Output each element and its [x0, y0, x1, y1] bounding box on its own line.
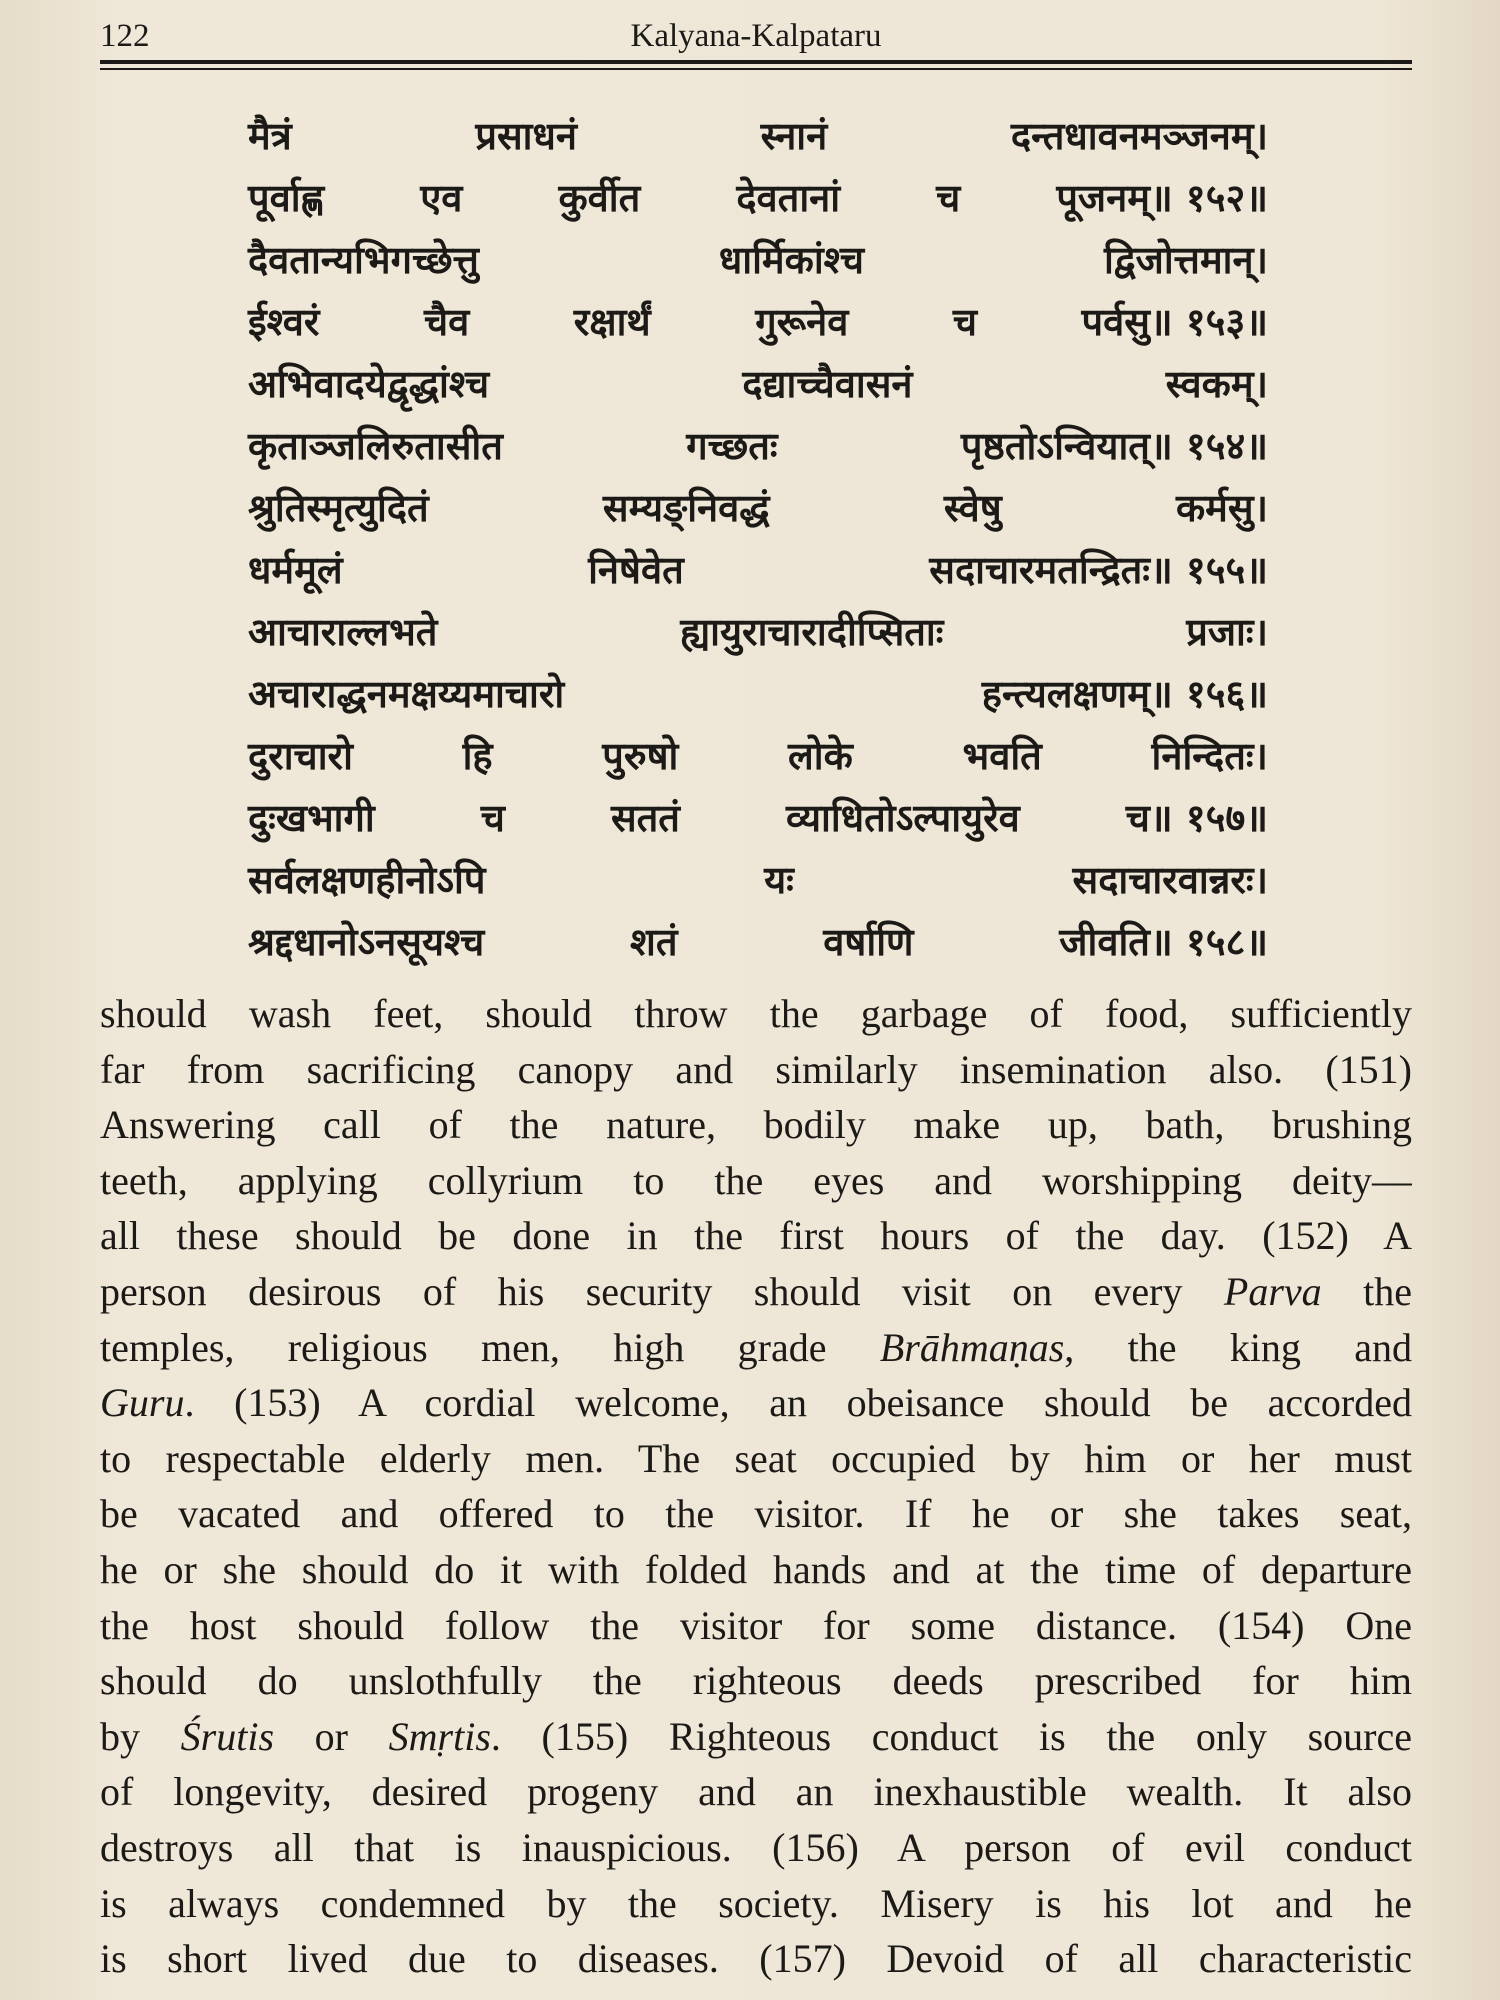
prose-line [100, 1375, 1412, 1431]
italic-term: Parva [1223, 1268, 1322, 1314]
verse-word: आचाराल्लभते [248, 610, 438, 654]
prose-text: should wash feet, should throw the garbage of food, sufficiently [100, 991, 1412, 1036]
verse-word: कर्मसु। [1176, 486, 1268, 530]
verse-word: एव [420, 176, 463, 220]
verse-word: अचाराद्धनमक्षय्यमाचारो [248, 672, 565, 716]
prose-text: is short lived due to diseases. (157) Devoid of all characteristic [100, 1936, 1412, 1982]
italic-term: Śrutis [180, 1713, 275, 1759]
verse-word: लोके [788, 734, 853, 778]
prose-text: be vacated and offered to the visitor. If he or she takes seat, [100, 1491, 1412, 1537]
prose-line [100, 1542, 1412, 1598]
prose-line [100, 1320, 1412, 1376]
prose-text: . (153) A cordial welcome, an obeisance should be accorded [184, 1380, 1412, 1426]
verse-word: स्वेषु [943, 486, 1002, 530]
prose-line [100, 1264, 1412, 1320]
verse-word: जीवति॥ १५८॥ [1059, 920, 1268, 964]
prose-text: by [100, 1713, 181, 1759]
verse-word: सदाचारवान्नरः। [1072, 858, 1268, 902]
verse-word: ईश्वरं [248, 300, 320, 344]
prose-line [100, 986, 1412, 1042]
verse-word: भवति [962, 734, 1042, 778]
verse-word: अभिवादयेद्वृद्धांश्च [248, 362, 490, 406]
prose-text: he or she should do it with folded hands and at the time of departure [100, 1546, 1412, 1592]
verse-word: वर्षाणि [823, 920, 914, 964]
verse-word: पृष्ठतोऽन्वियात्॥ १५४॥ [960, 424, 1268, 468]
verse-word: कुर्वीत [558, 176, 641, 220]
verse-word: द्विजोत्तमान्। [1103, 238, 1268, 282]
verse-line [248, 229, 1268, 291]
verse-line [248, 911, 1268, 973]
verse-word: दन्तधावनमञ्जनम्। [1010, 114, 1268, 158]
prose-text: the host should follow the visitor for some distance. (154) One [100, 1602, 1412, 1648]
page-number: 122 [100, 18, 150, 54]
english-translation [100, 986, 1412, 1987]
verse-word: च॥ १५७॥ [1125, 796, 1268, 840]
verse-word: ह्यायुराचारादीप्सिताः [680, 610, 944, 654]
verse-word: पूजनम्॥ १५२॥ [1056, 176, 1268, 220]
running-title: Kalyana-Kalpataru [630, 18, 882, 54]
verse-line [248, 787, 1268, 849]
prose-text: Answering call of the nature, bodily make up, bath, brushing [100, 1102, 1412, 1148]
prose-text: , the king and [1064, 1324, 1412, 1370]
prose-text: teeth, applying collyrium to the eyes and worshipping deity— [100, 1157, 1412, 1203]
verse-word: सततं [610, 796, 680, 840]
verse-word: दैवतान्यभिगच्छेत्तु [248, 238, 479, 282]
verse-word: श्रद्दधानोऽनसूयश्च [248, 920, 485, 964]
verse-word: गुरूनेव [755, 300, 849, 344]
header-rule-thin [100, 68, 1412, 70]
prose-line [100, 1153, 1412, 1209]
prose-text: destroys all that is inauspicious. (156) A person of evil conduct [100, 1824, 1412, 1870]
verse-word: धार्मिकांश्च [718, 238, 864, 282]
verse-line [248, 167, 1268, 229]
verse-word: निषेवेत [588, 548, 684, 592]
prose-line [100, 1709, 1412, 1765]
verse-line [248, 663, 1268, 725]
verse-word: चैव [424, 300, 470, 344]
prose-line [100, 1486, 1412, 1542]
verse-line [248, 291, 1268, 353]
prose-text: to respectable elderly men. The seat occupied by him or her must [100, 1435, 1412, 1481]
prose-text: temples, religious men, high grade [100, 1324, 880, 1370]
sanskrit-verses [248, 105, 1268, 973]
prose-text: of longevity, desired progeny and an inexhaustible wealth. It also [100, 1769, 1412, 1815]
verse-line [248, 477, 1268, 539]
verse-word: रक्षार्थं [573, 300, 651, 344]
italic-term: Smṛtis [388, 1713, 491, 1759]
verse-word: शतं [630, 920, 678, 964]
verse-line [248, 415, 1268, 477]
verse-line [248, 849, 1268, 911]
verse-word: मैत्रं [248, 114, 292, 158]
verse-word: प्रजाः। [1186, 610, 1268, 654]
verse-line [248, 353, 1268, 415]
prose-text: person desirous of his security should visit on every [100, 1268, 1224, 1314]
page-header [100, 12, 1412, 60]
prose-text: far from sacrificing canopy and similarly insemination also. (151) [100, 1046, 1412, 1092]
verse-word: प्रसाधनं [475, 114, 577, 158]
verse-word: धर्ममूलं [248, 548, 343, 592]
verse-word: दद्याच्चैवासनं [742, 362, 913, 406]
verse-word: यः [764, 858, 794, 902]
verse-word: गच्छतः [686, 424, 778, 468]
prose-line [100, 1820, 1412, 1876]
verse-word: च [936, 176, 961, 220]
verse-word: दुःखभागी [248, 796, 375, 840]
verse-word: पर्वसु॥ १५३॥ [1081, 300, 1268, 344]
italic-term: Guru [100, 1380, 185, 1426]
prose-line [100, 1764, 1412, 1820]
prose-text: all these should be done in the first hours of the day. (152) A [100, 1213, 1412, 1259]
prose-line [100, 1208, 1412, 1264]
verse-word: दुराचारो [248, 734, 353, 778]
prose-line [100, 1598, 1412, 1654]
prose-line [100, 1097, 1412, 1153]
prose-text: should do unslothfully the righteous deeds prescribed for him [100, 1658, 1412, 1704]
verse-word: हन्त्यलक्षणम्॥ १५६॥ [981, 672, 1268, 716]
verse-word: श्रुतिस्मृत्युदितं [248, 486, 429, 530]
verse-word: हि [462, 734, 493, 778]
prose-line [100, 1931, 1412, 1987]
prose-line [100, 1876, 1412, 1932]
verse-word: कृताञ्जलिरुतासीत [248, 424, 503, 468]
verse-word: निन्दितः। [1151, 734, 1268, 778]
verse-word: देवतानां [736, 176, 841, 220]
prose-text: or [274, 1713, 389, 1759]
verse-line [248, 539, 1268, 601]
verse-line [248, 105, 1268, 167]
verse-word: च [952, 300, 978, 344]
prose-text: . (155) Righteous conduct is the only source [490, 1713, 1412, 1759]
verse-word: च [480, 796, 505, 840]
verse-word: सर्वलक्षणहीनोऽपि [248, 858, 486, 902]
verse-word: स्नानं [760, 114, 828, 158]
verse-word: सदाचारमतन्द्रितः॥ १५५॥ [929, 548, 1268, 592]
header-rule-thick [100, 60, 1412, 64]
verse-word: पुरुषो [602, 734, 679, 778]
prose-line [100, 1653, 1412, 1709]
prose-line [100, 1042, 1412, 1098]
italic-term: Brāhmaṇas [879, 1324, 1065, 1370]
verse-line [248, 601, 1268, 663]
verse-word: व्याधितोऽल्पायुरेव [785, 796, 1020, 840]
verse-line [248, 725, 1268, 787]
prose-line [100, 1431, 1412, 1487]
prose-text: is always condemned by the society. Misery is his lot and he [100, 1880, 1412, 1926]
verse-word: सम्यङ्निवद्धं [602, 486, 770, 530]
verse-word: स्वकम्। [1165, 362, 1268, 406]
prose-text: the [1321, 1268, 1412, 1314]
verse-word: पूर्वाह्ण [248, 176, 325, 220]
